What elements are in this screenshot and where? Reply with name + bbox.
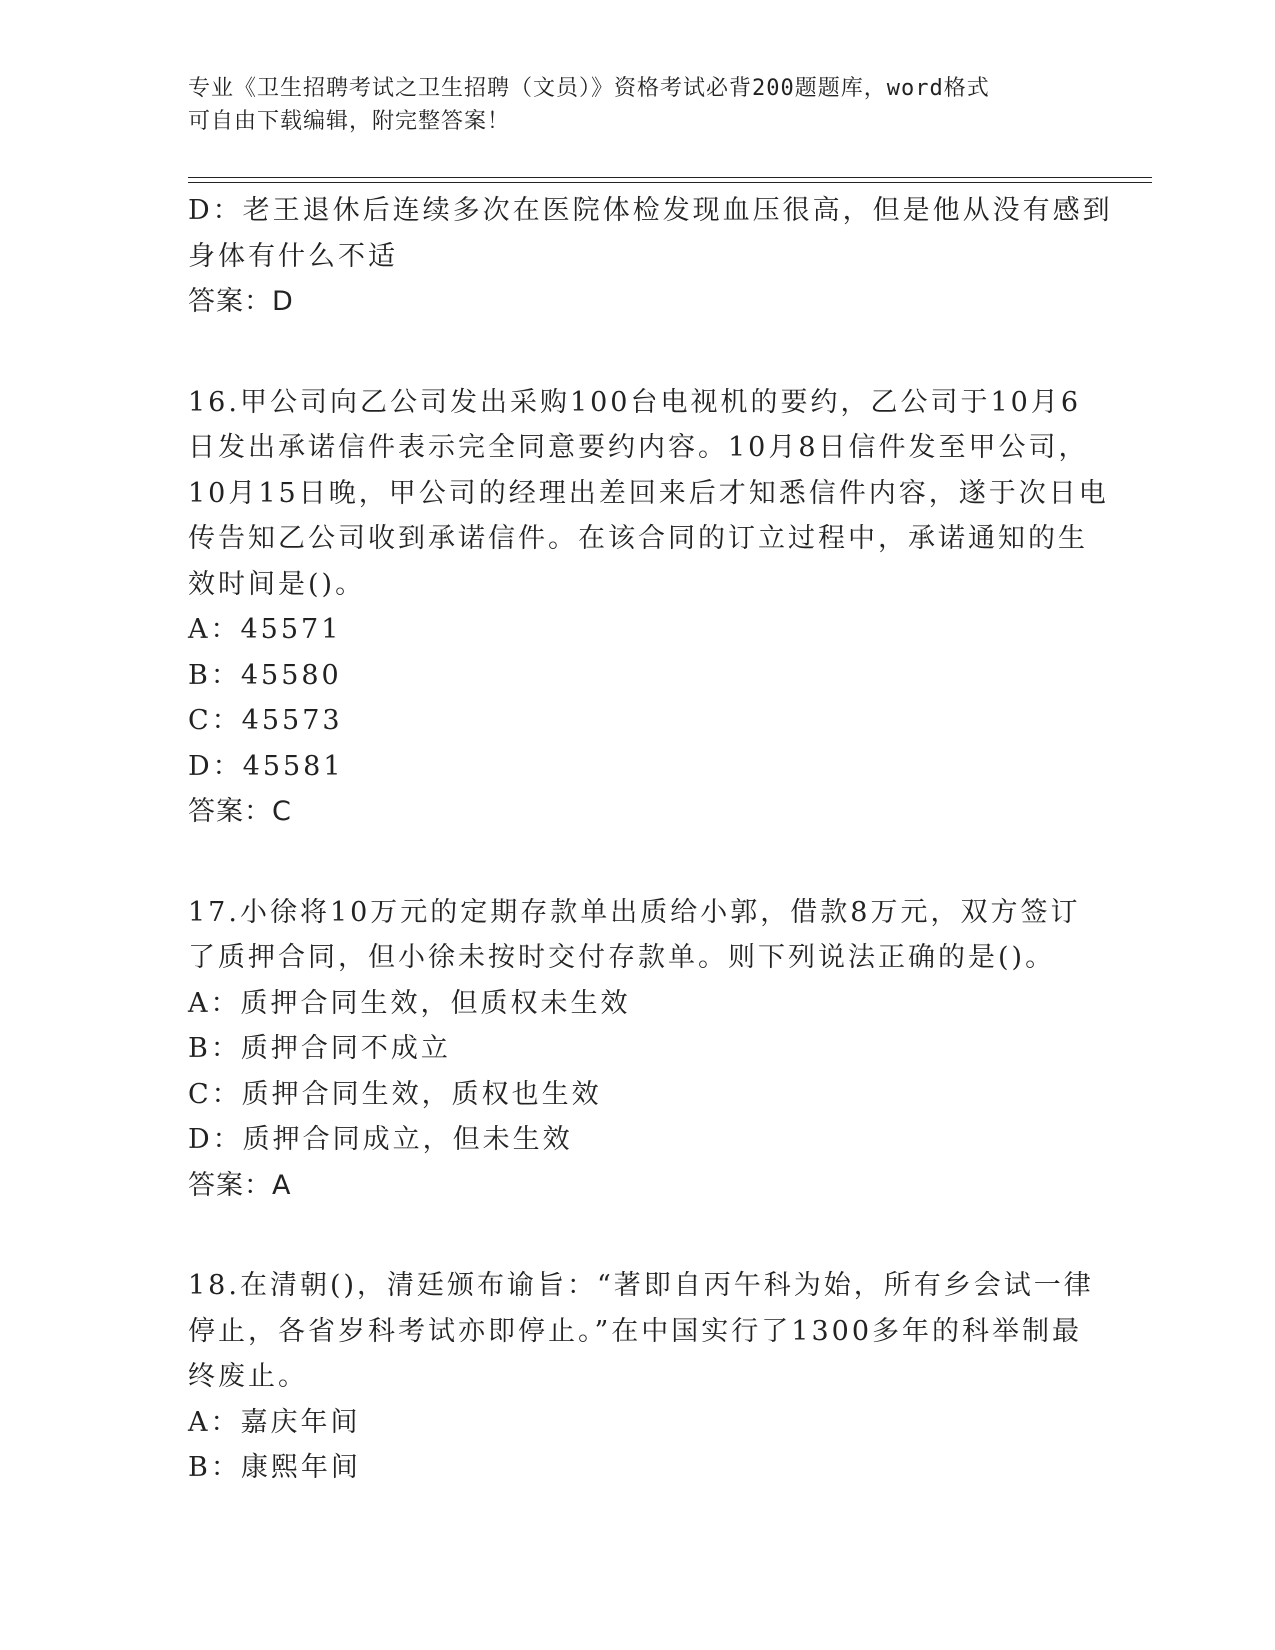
question-text: 16.甲公司向乙公司发出采购100台电视机的要约，乙公司于10月6 — [188, 386, 1082, 418]
question-text: 18.在清朝()，清廷颁布谕旨：“著即自丙午科为始，所有乡会试一律 — [188, 1270, 1094, 1301]
question-text: 10月15日晚，甲公司的经理出差回来后才知悉信件内容，遂于次日电 — [188, 477, 1109, 509]
option-d: D：45581 — [188, 750, 344, 782]
option-b: B：康熙年间 — [188, 1452, 361, 1483]
header-line-1: 专业《卫生招聘考试之卫生招聘（文员）》资格考试必背200题题库，word格式 — [188, 76, 990, 101]
answer: 答案：A — [188, 1169, 292, 1201]
question-18 — [188, 1263, 1094, 1491]
option-b: B：45580 — [188, 659, 342, 691]
question-16 — [188, 380, 1109, 835]
option-d-line: D：老王退休后连续多次在医院体检发现血压很高，但是他从没有感到 — [188, 195, 1113, 226]
option-a: A：质押合同生效，但质权未生效 — [188, 987, 631, 1019]
option-a: A：45571 — [188, 614, 342, 645]
header-rule-top — [188, 177, 1152, 178]
question-text: 效时间是()。 — [188, 568, 366, 600]
answer: 答案：C — [188, 796, 292, 827]
answer: 答案：D — [188, 286, 294, 317]
document-body — [188, 188, 1113, 1491]
question-17 — [188, 890, 1088, 1209]
question-text: 日发出承诺信件表示完全同意要约内容。10月8日信件发至甲公司， — [188, 432, 1089, 463]
question-text: 了质押合同，但小徐未按时交付存款单。则下列说法正确的是()。 — [188, 942, 1056, 973]
question-text: 17.小徐将10万元的定期存款单出质给小郭，借款8万元，双方签订 — [188, 896, 1081, 928]
option-d: D：质押合同成立，但未生效 — [188, 1124, 573, 1155]
option-b: B：质押合同不成立 — [188, 1033, 451, 1064]
question-text: 停止，各省岁科考试亦即停止。”在中国实行了1300多年的科举制最 — [188, 1315, 1083, 1347]
option-a: A：嘉庆年间 — [188, 1406, 361, 1438]
question-text: 传告知乙公司收到承诺信件。在该合同的订立过程中，承诺通知的生 — [188, 523, 1088, 554]
document-header — [188, 72, 1068, 138]
question-text: 终废止。 — [188, 1361, 308, 1392]
question-15-tail — [188, 188, 1113, 325]
option-d-line: 身体有什么不适 — [188, 240, 398, 272]
option-c: C：45573 — [188, 705, 343, 736]
header-line-2: 可自由下载编辑，附完整答案！ — [188, 109, 511, 134]
header-rule-bottom — [188, 182, 1152, 183]
option-c: C：质押合同生效，质权也生效 — [188, 1078, 602, 1110]
